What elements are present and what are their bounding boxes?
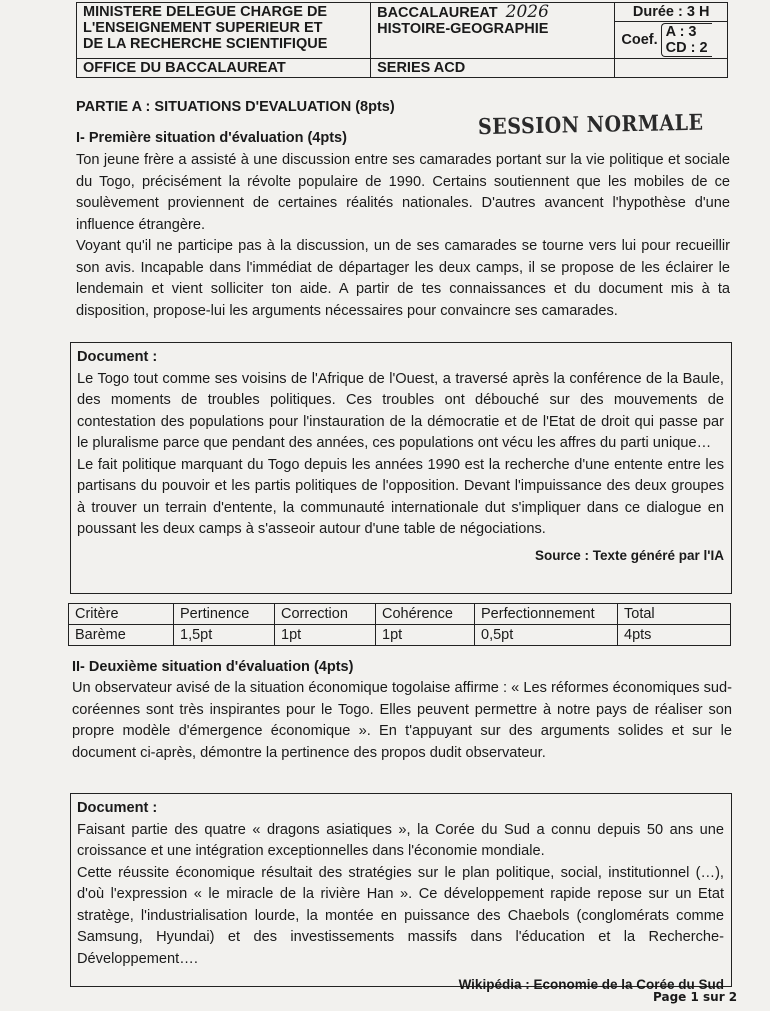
ministry-line: DE LA RECHERCHE SCIENTIFIQUE <box>83 36 328 52</box>
series-cell: SERIES ACD <box>371 59 615 78</box>
grading-values-row <box>69 625 731 646</box>
document2-source: Wikipédia : Economie de la Corée du Sud <box>458 977 724 992</box>
grading-value-cell: 1pt <box>275 625 376 646</box>
grading-header-cell: Pertinence <box>174 604 275 625</box>
ministry-line: L'ENSEIGNEMENT SUPERIEUR ET <box>83 20 323 36</box>
grading-header-cell: Correction <box>275 604 376 625</box>
coef-values <box>661 23 712 57</box>
duration: Durée : 3 H <box>615 4 727 22</box>
page-number: Page 1 sur 2 <box>653 990 738 1004</box>
document2-p1: Faisant partie des quatre « dragons asiatiques », la Corée du Sud a connu depuis 50 ans une croissance et une intégration exceptionnelles dans l'économie mondiale. <box>77 821 724 859</box>
document2-title: Document : <box>77 800 158 816</box>
coef-cd: CD : 2 <box>665 40 708 56</box>
grading-header-row <box>69 604 731 625</box>
ministry-cell <box>77 3 371 59</box>
document2-p2: Cette réussite économique résultait des stratégies sur le plan politique, social, institutionnel (…), d'où l'expression « le miracle de la rivière Han ». Ce développement rapide repose sur un Etat stratège, l'industrialisation lourde, la montée en puissance des Chaebols (conglomérats comme Samsung, Hyundai) et des investissements massifs dans l'éducation et la Recherche-Développement…. <box>77 864 724 967</box>
situation2-title: II- Deuxième situation d'évaluation (4pts) <box>72 659 354 675</box>
document1-p1: Le Togo tout comme ses voisins de l'Afrique de l'Ouest, a traversé après la conférence de la Baule, des moments de troubles politiques. Ces troubles ont débouché sur des mouvements de contestation des populations pour l'instauration de la démocratie et de l'Etat de droit qui passe par le pluralisme parce que pendant des années, ces populations ont vécu les affres du parti unique… <box>77 370 724 451</box>
duration-coef-cell <box>615 3 728 59</box>
situation1-title: I- Première situation d'évaluation (4pts) <box>76 130 347 146</box>
grading-table <box>68 603 731 646</box>
situation2-paragraph: Un observateur avisé de la situation économique togolaise affirme : « Les réformes économiques sud-coréennes sont très inspirantes pour le Togo. Elles peuvent permettre à notre pays de réaliser son propre modèle d'émergence économique ». En t'appuyant sur des arguments solides et sur le document ci-après, démontre la pertinence des propos dudit observateur. <box>72 680 732 761</box>
document1-box <box>70 342 732 594</box>
empty-cell <box>615 59 728 78</box>
document2-box <box>70 793 732 992</box>
coef-a: A : 3 <box>665 24 697 40</box>
situation1-para2: Voyant qu'il ne participe pas à la discussion, un de ses camarades se tourne vers lui pour recueillir son avis. Incapable dans l'immédiat de départager les deux camps, il se propose de les éclairer le lendemain et vient solliciter ton aide. A partir de tes connaissances et du document mis à ta disposition, propose-lui les arguments nécessaires pour convaincre ses camarades. <box>76 238 730 319</box>
office-cell: OFFICE DU BACCALAUREAT <box>77 59 371 78</box>
document1-title: Document : <box>77 349 158 365</box>
grading-value-cell: 4pts <box>618 625 731 646</box>
part-title: PARTIE A : SITUATIONS D'EVALUATION (8pts) <box>76 99 395 115</box>
document1-source: Source : Texte généré par l'IA <box>534 547 724 563</box>
subject-name: HISTOIRE-GEOGRAPHIE <box>377 21 549 37</box>
coef-label: Coef. <box>621 32 658 48</box>
grading-header-cell: Total <box>618 604 731 625</box>
grading-value-cell: Barème <box>69 625 174 646</box>
exam-subject-cell <box>371 3 615 59</box>
situation1-paragraph <box>76 150 730 322</box>
grading-value-cell: 1pt <box>376 625 475 646</box>
grading-header-cell: Critère <box>69 604 174 625</box>
exam-header-table <box>76 2 728 78</box>
grading-header-cell: Perfectionnement <box>475 604 618 625</box>
situation1-para1: Ton jeune frère a assisté à une discussion entre ses camarades portant sur la vie politique et sociale du Togo, précisément la révolte populaire de 1990. Certains soutiennent que les mobiles de ce soulèvement proviennent de certaines réalités nationales. D'autres avancent l'hypothèse d'une influence étrangère. <box>76 152 730 233</box>
grading-value-cell: 1,5pt <box>174 625 275 646</box>
document1-p2: Le fait politique marquant du Togo depuis les années 1990 est la recherche d'une entente entre les partisans du pouvoir et les partis politiques de l'opposition. Devant l'impuissance des deux groupes à trouver un terrain d'entente, la communauté internationale dut s'impliquer dans ce dialogue en poussant les deux camps à s'asseoir autour d'une table de négociations. <box>77 456 724 537</box>
ministry-line: MINISTERE DELEGUE CHARGE DE <box>83 4 328 20</box>
session-stamp: SESSION NORMALE <box>477 110 704 140</box>
grading-value-cell: 0,5pt <box>475 625 618 646</box>
grading-header-cell: Cohérence <box>376 604 475 625</box>
exam-name: BACCALAUREAT <box>377 5 498 21</box>
exam-year: 2026 <box>505 2 549 22</box>
